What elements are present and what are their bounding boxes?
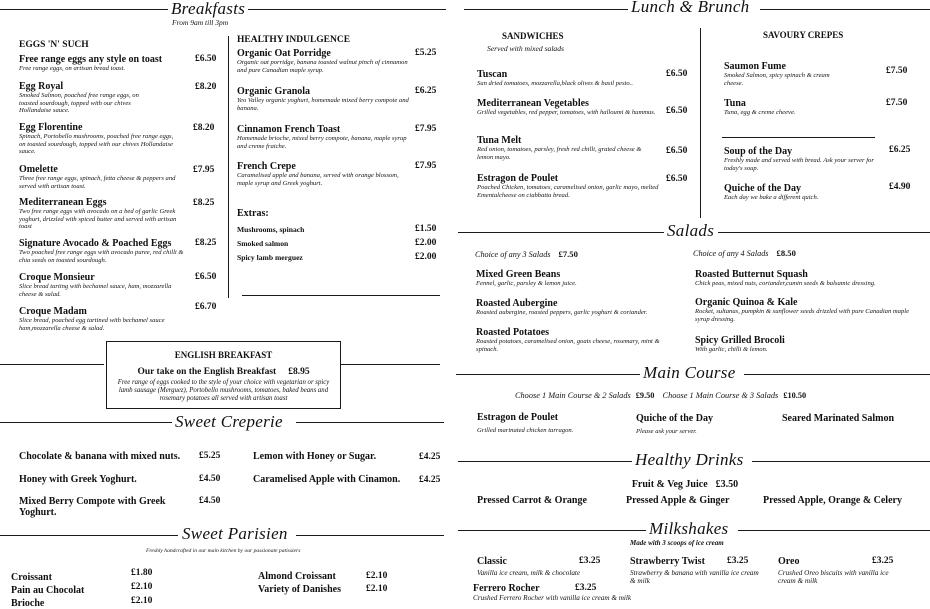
juice-label: Fruit & Veg Juice — [631, 479, 708, 490]
item-desc: Smoked Salmon, poached free range eggs, on toasted sourdough, topped with our chives Hollandaise sauce. — [19, 92, 139, 115]
item-price: £6.50 — [195, 54, 217, 64]
item-desc: Grilled marinated chicken tarragon. — [477, 427, 574, 434]
menu-item-french-toast — [237, 124, 412, 150]
salads-title: Salads — [664, 222, 717, 240]
item-desc: Slice bread, poached egg tartined with bechamel sauce ham,mozzarella cheese & salad. — [19, 317, 165, 332]
item-name: Saumon Fume — [724, 61, 786, 72]
juice-line — [610, 474, 760, 492]
option-label: Choose 1 Main Course & 3 Salads — [662, 391, 779, 400]
item-desc: Two free range eggs with avocado on a bed of garlic Greek yoghurt, drizzled with spiced butter and served with artisan toast — [19, 208, 177, 231]
main-salmon — [782, 413, 922, 424]
item-desc: Spinach, Portobello mushrooms, poached free range eggs, on toasted sourdough, topped with our chives Hollandaise sauce. — [19, 133, 174, 156]
salads-choice-3 — [475, 249, 578, 259]
item-desc: Red onion, tomatoes, parsley, fresh red chilli, grated cheese & lemon mayo. — [477, 146, 642, 161]
item-name: Mixed Green Beans — [476, 269, 561, 280]
item-desc: Yeo Valley organic yoghurt, homemade mixed berry compote and banana. — [237, 97, 409, 112]
item-price: £8.25 — [195, 238, 217, 248]
lunch-title: Lunch & Brunch — [628, 0, 752, 16]
drink-carrot-orange: Pressed Carrot & Orange — [477, 495, 587, 506]
menu-item-tuna-crepe — [724, 98, 864, 117]
salad-green-beans — [476, 269, 686, 288]
salad-brocoli — [695, 335, 895, 354]
crepe-price: £5.25 — [199, 451, 221, 461]
eggs-heading: EGGS 'N' SUCH — [19, 40, 89, 50]
crepe-mixed-berry: Mixed Berry Compote with Greek Yoghurt. — [19, 496, 166, 518]
extra-price: £2.00 — [415, 252, 437, 262]
item-name: Egg Florentine — [19, 122, 83, 133]
item-desc: Each day we bake a different quich. — [724, 194, 819, 201]
item-name: Classic — [477, 556, 507, 567]
sandwiches-subtitle: Served with mixed salads — [487, 44, 564, 53]
item-name: Omelette — [19, 164, 58, 175]
milkshakes-title: Milkshakes — [646, 520, 731, 538]
item-desc: Crushed Oreo biscuits with vanilla ice cream & milk — [778, 569, 889, 585]
pastry-price: £2.10 — [366, 584, 388, 594]
item-desc: Poached Chicken, tomatoes, caramelised onion, garlic mayo, melted Ementalcheese on ciabbatta bread. — [477, 184, 659, 199]
choice-label: Choice of any 3 Salads — [475, 250, 551, 259]
item-name: Organic Quinoa & Kale — [695, 297, 798, 308]
item-price: £6.50 — [666, 106, 688, 116]
drink-apple-orange-celery: Pressed Apple, Orange & Celery — [763, 495, 902, 506]
item-price: £6.50 — [666, 69, 688, 79]
healthy-heading: HEALTHY INDULGENCE — [237, 35, 351, 45]
main-course-options — [515, 391, 806, 400]
item-price: £7.95 — [415, 124, 437, 134]
shake-ferrero — [473, 583, 673, 603]
item-desc: With garlic, chilli & lemon. — [695, 346, 768, 353]
item-price: £5.25 — [415, 48, 437, 58]
main-quiche — [636, 413, 776, 436]
english-breakfast-price: £8.95 — [288, 367, 310, 377]
item-price: £8.25 — [193, 198, 215, 208]
item-price: £6.50 — [666, 146, 688, 156]
item-desc: Strawberry & banana with vanilla ice cream & milk — [630, 569, 759, 585]
menu-item-egg-royal — [19, 81, 159, 115]
item-desc: Please ask your server. — [636, 428, 697, 435]
pastry-pain-au-chocolat: Pain au Chocolat — [11, 585, 85, 596]
item-desc: Roasted aubergine, roasted peppers, garlic yoghurt & coriander. — [476, 309, 648, 316]
item-price: £6.25 — [889, 145, 911, 155]
menu-item-french-crepe — [237, 161, 412, 187]
crepe-price: £4.25 — [419, 452, 441, 462]
item-name: Organic Granola — [237, 86, 311, 97]
menu-item-saumon-fume — [724, 61, 844, 87]
option-label: Choose 1 Main Course & 2 Salads — [515, 391, 631, 400]
drink-apple-ginger: Pressed Apple & Ginger — [626, 495, 730, 506]
item-name: Roasted Potatoes — [476, 327, 550, 338]
item-desc: Homemade brioche, mixed berry compote, banana, maple syrup and creme fraiche. — [237, 135, 407, 150]
crepes-heading: SAVOURY CREPES — [763, 30, 844, 40]
item-desc: Roasted potatoes, caramelised onion, goats cheese, rosemary, mint & spinach. — [476, 338, 660, 353]
pastry-croissant: Croissant — [11, 572, 52, 583]
pastry-almond-croissant: Almond Croissant — [258, 571, 336, 582]
menu-item-quiche — [724, 183, 874, 202]
item-name: Egg Royal — [19, 81, 64, 92]
item-name: Seared Marinated Salmon — [782, 413, 895, 424]
item-name: Tuscan — [477, 69, 508, 80]
pastry-price: £2.10 — [366, 571, 388, 581]
menu-item-egg-florentine — [19, 122, 179, 156]
item-name: Organic Oat Porridge — [237, 48, 331, 59]
item-desc: Chick peas, mixed nuts, coriander,cumin seeds & balsamic dressing. — [695, 280, 876, 287]
crepe-price: £4.25 — [419, 475, 441, 485]
menu-item-croque-madam — [19, 306, 204, 332]
item-name: French Crepe — [237, 161, 296, 172]
creperie-title: Sweet Creperie — [172, 413, 286, 431]
extra-price: £2.00 — [415, 238, 437, 248]
item-name: Oreo — [778, 556, 800, 567]
milkshakes-subtitle: Made with 3 scoops of ice cream — [630, 539, 724, 547]
item-desc: Organic oat porridge, banana toasted walnut pinch of cinnamon and pure Canadian maple syrup. — [237, 59, 408, 74]
item-name: Roasted Butternut Squash — [695, 269, 808, 280]
crepe-honey-yoghurt: Honey with Greek Yoghurt. — [19, 474, 137, 485]
item-price: £6.50 — [195, 272, 217, 282]
item-desc: Crushed Ferrero Rocher with vanilla ice cream & milk — [473, 594, 632, 602]
item-name: Estragon de Poulet — [477, 412, 559, 423]
crepe-chocolate-banana: Chocolate & banana with mixed nuts. — [19, 451, 181, 462]
item-desc: Freshly made and served with bread. Ask your server for today's soup. — [724, 157, 874, 172]
parisien-title: Sweet Parisien — [179, 525, 291, 543]
breakfasts-subtitle: From 9am till 3pm — [172, 18, 229, 27]
item-price: £4.90 — [889, 182, 911, 192]
item-price: £7.50 — [886, 98, 908, 108]
item-price: £7.50 — [886, 66, 908, 76]
menu-item-omelette — [19, 164, 179, 190]
option-price: £9.50 — [635, 391, 655, 400]
english-breakfast-name: Our take on the English Breakfast — [137, 367, 277, 377]
item-name: Croque Monsieur — [19, 272, 95, 283]
extra-mushrooms: Mushrooms, spinach — [237, 225, 305, 234]
item-desc: Slice bread tarting with bechamel sauce, ham, mozzarella cheese & salad. — [19, 283, 172, 298]
menu-item-tuna-melt — [477, 135, 652, 161]
item-name: Tuna — [724, 98, 746, 109]
menu-item-med-veg — [477, 98, 657, 117]
item-price: £6.25 — [415, 86, 437, 96]
menu-item-croque-monsieur — [19, 272, 179, 298]
item-price: £8.20 — [195, 82, 217, 92]
menu-item-estragon — [477, 173, 662, 199]
item-price: £6.50 — [666, 174, 688, 184]
healthy-drinks-title: Healthy Drinks — [632, 451, 747, 469]
extra-smoked-salmon: Smoked salmon — [237, 239, 289, 248]
menu-item-tuscan — [477, 69, 667, 88]
breakfasts-title: Breakfasts — [168, 0, 248, 18]
menu-item-signature-avocado — [19, 238, 189, 264]
main-course-title: Main Course — [640, 364, 739, 382]
item-name: Soup of the Day — [724, 146, 793, 157]
item-name: Cinnamon French Toast — [237, 124, 341, 135]
menu-item-soup — [724, 146, 874, 172]
crepe-price: £4.50 — [199, 474, 221, 484]
salad-aubergine — [476, 298, 691, 317]
menu-item-oat-porridge — [237, 48, 412, 74]
item-desc: Fennel, garlic, parsley & lemon juice. — [476, 280, 577, 287]
item-desc: Tuna, egg & creme cheeve. — [724, 109, 796, 116]
item-name: Croque Madam — [19, 306, 87, 317]
item-price: £7.95 — [415, 161, 437, 171]
item-price: £8.20 — [193, 123, 215, 133]
item-name: Quiche of the Day — [724, 183, 801, 194]
item-name: Spicy Grilled Brocoli — [695, 335, 785, 346]
item-price: £3.25 — [872, 556, 894, 566]
item-desc: Free range eggs, on artisan bread toast. — [19, 65, 126, 72]
crepe-caramelised-apple: Caramelised Apple with Cinamon. — [253, 474, 401, 485]
crepe-lemon-honey: Lemon with Honey or Sugar. — [253, 451, 377, 462]
item-name: Strawberry Twist — [630, 556, 705, 567]
item-price: £6.70 — [195, 302, 217, 312]
item-price: £3.25 — [575, 583, 597, 593]
item-desc: Smoked Salmon, spicy spinach & cream cheese. — [724, 72, 830, 87]
menu-item-granola — [237, 86, 412, 112]
item-desc: Rocket, sultanas, pumpkin & sunflower seeds drizzled with pure Canadian maple syrup dressing. — [695, 308, 910, 323]
salad-potatoes — [476, 327, 676, 353]
item-desc: Sun dried tomatoes, mozzarella,black olives & basil pesto.. — [477, 80, 633, 87]
sandwiches-heading: SANDWICHES — [502, 31, 564, 41]
choice-price: £7.50 — [558, 249, 578, 259]
pastry-price: £2.10 — [131, 582, 153, 592]
english-breakfast-heading: ENGLISH BREAKFAST — [174, 350, 273, 360]
pastry-price: £2.10 — [131, 596, 153, 606]
crepe-price: £4.50 — [199, 496, 221, 506]
item-name: Ferrero Rocher — [473, 583, 540, 594]
item-name: Estragon de Poulet — [477, 173, 559, 184]
extra-lamb-merguez: Spicy lamb merguez — [237, 253, 303, 262]
extra-price: £1.50 — [415, 224, 437, 234]
pastry-brioche: Brioche — [11, 598, 45, 609]
item-desc: Grilled vegetables, red pepper, tomatoes, with halloumi & hummus. — [477, 109, 656, 116]
item-name: Mediterranean Vegetables — [477, 98, 589, 109]
item-desc: Caramelised apple and banana, served with orange blossom, maple syrup and Greek yoghurt. — [237, 172, 399, 187]
item-desc: Three free range eggs, spinach, fetta cheese & peppers and served with artisan toast. — [19, 175, 176, 190]
english-breakfast-desc: Free range of eggs cooked to the style of your choice with vegetarian or spicy lamb sausage (Merguez), Portobello mushrooms, tomatoes, baked beans and rosemary potatoes all served with artisan toast — [117, 379, 330, 402]
choice-price: £8.50 — [776, 248, 796, 258]
english-breakfast-box — [106, 341, 341, 409]
choice-label: Choice of any 4 Salads — [693, 249, 769, 258]
item-desc: Vanilla ice cream, milk & chocolate — [477, 569, 581, 577]
menu-item-free-range-eggs — [19, 54, 219, 73]
item-price: £3.25 — [727, 556, 749, 566]
parisien-subtitle: Freshly handcrafted in our main kitchen by our passionate patissiers — [146, 548, 301, 554]
item-name: Mediterranean Eggs — [19, 197, 107, 208]
item-name: Signature Avocado & Poached Eggs — [19, 238, 172, 249]
item-name: Free range eggs any style on toast — [19, 54, 163, 65]
menu-item-mediterranean-eggs — [19, 197, 179, 231]
salad-butternut — [695, 269, 920, 288]
item-name: Roasted Aubergine — [476, 298, 558, 309]
option-price: £10.50 — [783, 391, 807, 400]
extras-heading: Extras: — [237, 208, 269, 219]
item-price: £3.25 — [579, 556, 601, 566]
item-name: Tuna Melt — [477, 135, 522, 146]
item-desc: Two poached free range eggs with avocado puree, red chilli & chia seeds on toasted sourdough. — [19, 249, 184, 264]
item-price: £7.95 — [193, 165, 215, 175]
item-name: Quiche of the Day — [636, 413, 713, 424]
pastry-danishes: Variety of Danishes — [258, 584, 341, 595]
salad-quinoa — [695, 297, 920, 323]
juice-price: £3.50 — [715, 479, 739, 490]
main-estragon — [477, 412, 627, 435]
pastry-price: £1.80 — [131, 568, 153, 578]
salads-choice-4 — [693, 248, 796, 258]
